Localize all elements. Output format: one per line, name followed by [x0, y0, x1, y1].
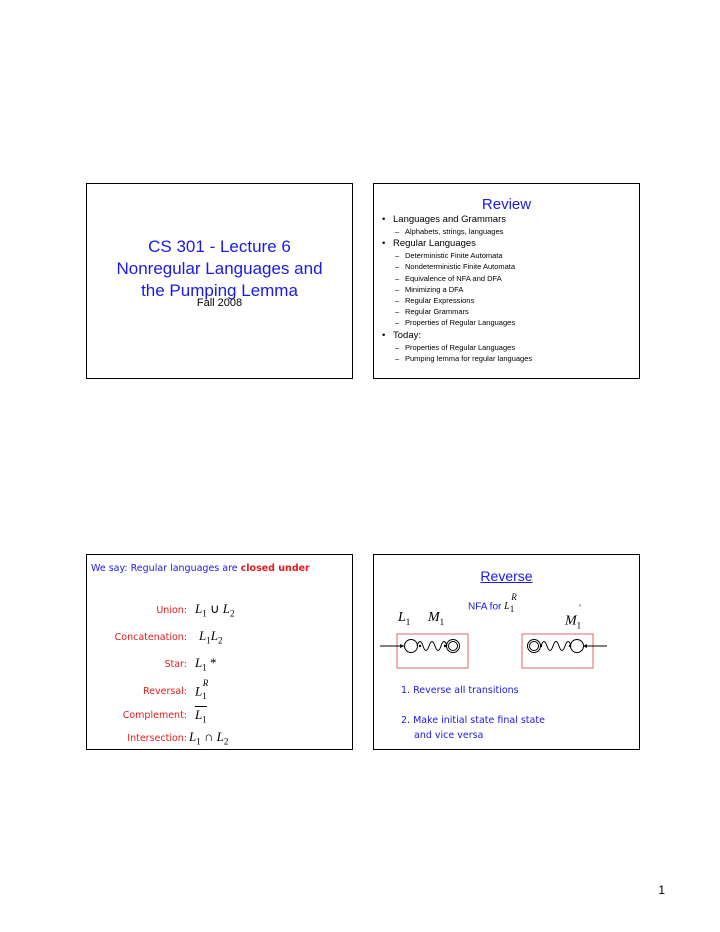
dot-right-2 [569, 645, 571, 647]
final-state-inner-right [530, 642, 539, 651]
sub-bullet-item: – Properties of Regular Languages [382, 317, 637, 328]
dot-left-2 [444, 645, 446, 647]
dot-left-1 [419, 645, 421, 647]
bullet-item: • Today: [382, 330, 637, 342]
closure-heading-emphasis: closed under [240, 563, 310, 574]
star-label: Star: [164, 659, 187, 670]
page-number: 1 [658, 883, 665, 897]
star-expr: $L_1$ * [195, 655, 217, 673]
sub-bullet-item: – Alphabets, strings, languages [382, 226, 637, 237]
start-arrowhead-left [400, 644, 404, 648]
sub-bullet-item: – Nondeterministic Finite Automata [382, 261, 637, 272]
nfa-for-text: NFA for [468, 601, 502, 613]
lecture-term: Fall 2008 [196, 297, 243, 309]
left-lang-label: $L_1$ [398, 610, 411, 627]
step-2-line-2: and vice versa [414, 730, 484, 741]
slide-title [86, 183, 353, 379]
sub-bullet-item: – Equivalence of NFA and DFA [382, 273, 637, 284]
step-2-line-1: 2. Make initial state final state [401, 715, 545, 726]
path-squiggle-right [541, 642, 571, 651]
slide-review [373, 183, 640, 379]
reversal-label: Reversal: [142, 686, 187, 697]
concatenation-expr: $L_1L_2$ [199, 628, 223, 646]
lecture-title-line-3: the Pumping Lemma [141, 281, 298, 300]
slide-closure [86, 554, 353, 750]
closure-heading-text: We say: Regular languages are [91, 563, 241, 574]
step-1: 1. Reverse all transitions [401, 685, 519, 696]
initial-state-left [405, 640, 418, 653]
sub-bullet-item: – Regular Expressions [382, 295, 637, 306]
bullet-item: • Regular Languages [382, 238, 637, 250]
union-expr: $L_1$ ∪ $L_2$ [195, 601, 235, 619]
final-state-inner-left [449, 642, 458, 651]
reversal-expr: $L_1^R$ [195, 678, 209, 701]
concatenation-label: Concatenation: [114, 632, 187, 643]
intersection-expr: $L_1$ ∩ $L_2$ [189, 729, 229, 747]
closure-heading [91, 563, 310, 574]
right-machine-label: $M_1'$ [565, 603, 582, 631]
lecture-title-line-1: CS 301 - Lecture 6 [148, 237, 291, 256]
intersection-label: Intersection: [127, 733, 187, 744]
sub-bullet-item: – Regular Grammars [382, 306, 637, 317]
review-title: Review [481, 196, 532, 213]
complement-expr: $L_1$ [195, 707, 207, 725]
sub-bullet-item: – Properties of Regular Languages [382, 342, 637, 353]
right-machine-box [522, 634, 593, 668]
slide-reverse [373, 554, 640, 750]
reverse-title: Reverse [480, 568, 533, 584]
lecture-title-line-2: Nonregular Languages and [116, 259, 323, 278]
complement-label: Complement: [122, 710, 187, 721]
path-squiggle-left [417, 642, 447, 651]
sub-bullet-item: – Deterministic Finite Automata [382, 250, 637, 261]
bullet-item: • Languages and Grammars [382, 214, 637, 226]
sub-bullet-item: – Pumping lemma for regular languages [382, 353, 637, 364]
initial-state-right [571, 640, 584, 653]
union-label: Union: [156, 605, 187, 616]
dot-right-1 [540, 645, 542, 647]
left-machine-label: $M_1$ [428, 610, 445, 627]
nfa-for-lang: $L_1^R$ [504, 592, 517, 615]
sub-bullet-item: – Minimizing a DFA [382, 284, 637, 295]
review-outline [382, 214, 637, 364]
